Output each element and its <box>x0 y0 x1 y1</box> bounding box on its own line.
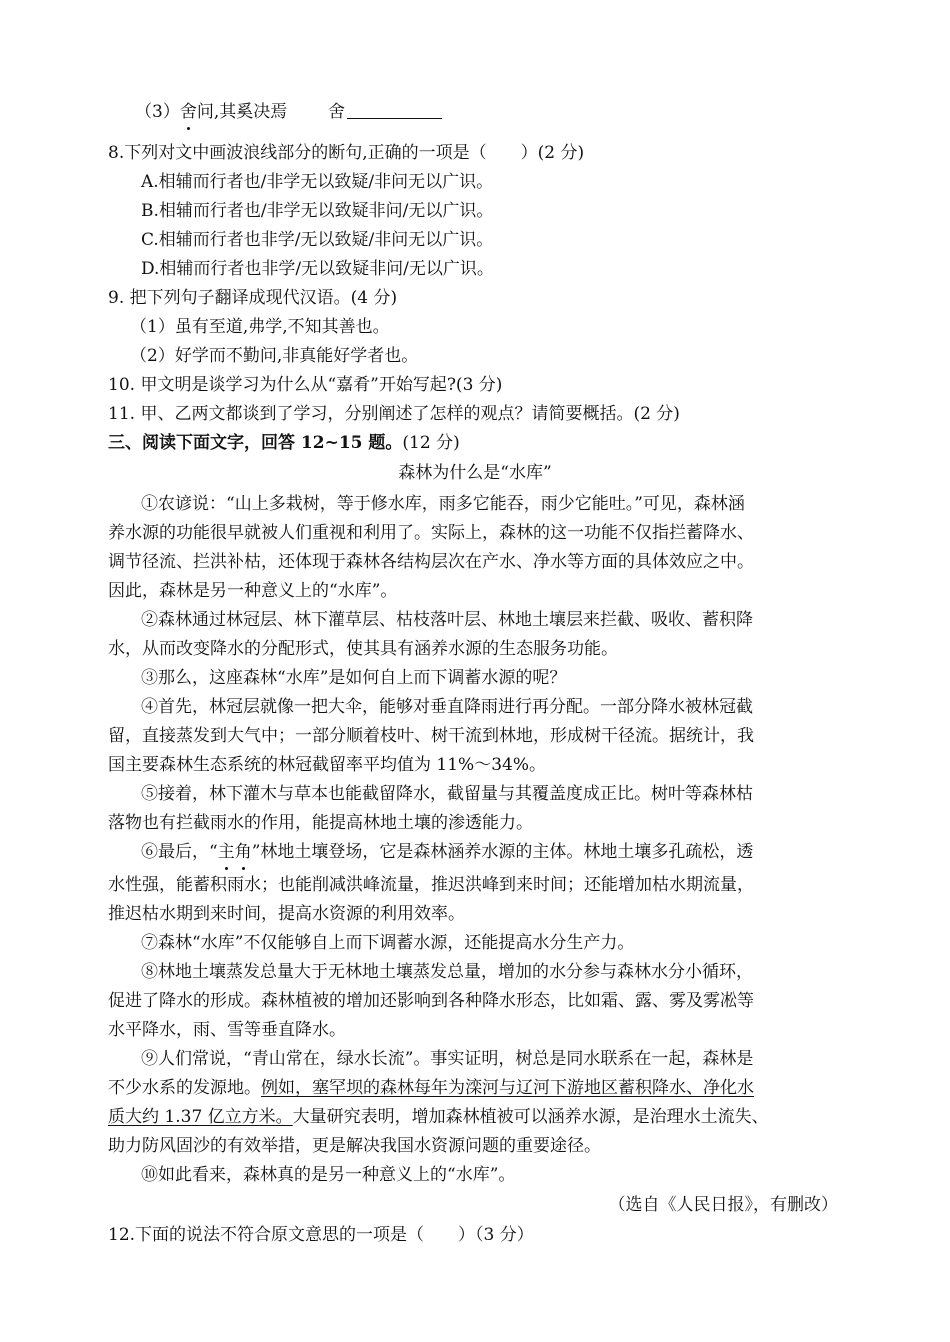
article-title: 森林为什么是“水库” <box>398 463 552 483</box>
q7-item3-num: （3） <box>135 102 180 122</box>
article-line: 因此，森林是另一种意义上的“水库”。 <box>108 581 398 601</box>
article-line: 推迟枯水期到来时间，提高水资源的利用效率。 <box>108 904 465 924</box>
q7-item3-answer-prefix: 舍 <box>328 102 346 122</box>
section3-heading <box>108 431 460 455</box>
q8-option-c: C.相辅而行者也非学/无以致疑/非问无以广识。 <box>141 230 494 250</box>
article-line: ①农谚说：“山上多栽树，等于修水库，雨多它能吞，雨少它能吐。”可见，森林涵 <box>141 494 745 514</box>
article-line: ⑧林地土壤蒸发总量大于无林地土壤蒸发总量，增加的水分参与森林水分小循环， <box>141 962 753 982</box>
section3-score: (12 分) <box>402 433 460 453</box>
p9-post: 大量研究表明，增加森林植被可以涵养水源，是治理水土流失、 <box>292 1107 769 1127</box>
article-source: （选自《人民日报》，有删改） <box>608 1195 838 1215</box>
underlined-sentence: 质大约 1.37 亿立方米。 <box>108 1107 293 1127</box>
dotted-char: 舍 <box>179 102 197 122</box>
section3-heading-text: 三、阅读下面文字，回答 12~15 题。 <box>108 433 403 453</box>
article-line: ③那么，这座森林“水库”是如何自上而下调蓄水源的呢？ <box>141 668 567 688</box>
q9-item1: （1）虽有至道,弗学,不知其善也。 <box>130 317 390 337</box>
article-line-p9b <box>108 1105 769 1129</box>
q8-option-b: B.相辅而行者也/非学无以致疑非问/无以广识。 <box>141 201 494 221</box>
q12-stem: 12.下面的说法不符合原文意思的一项是（ ）（3 分） <box>108 1225 534 1245</box>
article-line: ④首先，林冠层就像一把大伞，能够对垂直降雨进行再分配。一部分降水被林冠截 <box>141 697 753 717</box>
article-line: 助力防风固沙的有效举措，更是解决我国水资源问题的重要途径。 <box>108 1136 601 1156</box>
q9-stem: 9. 把下列句子翻译成现代汉语。(4 分) <box>108 288 398 308</box>
article-line: 国主要森林生态系统的林冠截留率平均值为 11%～34%。 <box>108 755 546 775</box>
article-line: 落物也有拦截雨水的作用，能提高林地土壤的渗透能力。 <box>108 813 533 833</box>
p6-post: ”林地土壤登场，它是森林涵养水源的主体。林地土壤多孔疏松，透 <box>251 842 754 862</box>
article-line: ②森林通过林冠层、林下灌草层、枯枝落叶层、林地土壤层来拦截、吸收、蓄积降 <box>141 610 753 630</box>
answer-blank[interactable] <box>347 100 442 119</box>
q10: 10. 甲文明是谈学习为什么从“嘉肴”开始写起?(3 分) <box>108 375 503 395</box>
article-line-p9a <box>108 1076 754 1100</box>
article-line: ⑦森林“水库”不仅能够自上而下调蓄水源，还能提高水分生产力。 <box>141 933 635 953</box>
q7-item3 <box>135 100 442 124</box>
article-line: ⑤接着，林下灌木与草本也能截留降水，截留量与其覆盖度成正比。树叶等森林枯 <box>141 784 753 804</box>
article-line: 促进了降水的形成。森林植被的增加还影响到各种降水形态，比如霜、露、雾及雾凇等 <box>108 991 754 1011</box>
p9-pre: 不少水系的发源地。 <box>108 1078 261 1098</box>
q7-item3-text: 问,其奚决焉 <box>196 102 288 122</box>
article-line: 调节径流、拦洪补枯，还体现于森林各结构层次在产水、净水等方面的具体效应之中。 <box>108 552 754 572</box>
q11: 11. 甲、乙两文都谈到了学习，分别阐述了怎样的观点？请简要概括。(2 分) <box>108 404 680 424</box>
q9-item2: （2）好学而不勤问,非真能好学者也。 <box>130 346 419 366</box>
article-line: 水性强，能蓄积雨水；也能削减洪峰流量，推迟洪峰到来时间；还能增加枯水期流量， <box>108 875 754 895</box>
article-line-p6 <box>141 840 753 864</box>
q8-option-a: A.相辅而行者也/非学无以致疑/非问无以广识。 <box>141 172 494 192</box>
article-line: 水平降水，雨、雪等垂直降水。 <box>108 1020 346 1040</box>
dotted-char: 主 <box>217 842 235 862</box>
article-line: 养水源的功能很早就被人们重视和利用了。实际上，森林的这一功能不仅指拦蓄降水、 <box>108 523 754 543</box>
p6-pre: ⑥最后，“ <box>141 842 218 862</box>
article-line: ⑨人们常说，“青山常在，绿水长流”。事实证明，树总是同水联系在一起，森林是 <box>141 1049 754 1069</box>
article-line: 水，从而改变降水的分配形式，使其具有涵养水源的生态服务功能。 <box>108 639 618 659</box>
dotted-char: 角 <box>234 842 252 862</box>
article-line: ⑩如此看来，森林真的是另一种意义上的“水库”。 <box>141 1165 516 1185</box>
q8-option-d: D.相辅而行者也非学/无以致疑非问/无以广识。 <box>141 259 494 279</box>
article-line: 留，直接蒸发到大气中；一部分顺着枝叶、树干流到林地，形成树干径流。据统计，我 <box>108 726 754 746</box>
q8-stem: 8.下列对文中画波浪线部分的断句,正确的一项是（ ）(2 分) <box>108 143 585 163</box>
underlined-sentence: 例如，塞罕坝的森林每年为滦河与辽河下游地区蓄积降水、净化水 <box>261 1078 754 1098</box>
